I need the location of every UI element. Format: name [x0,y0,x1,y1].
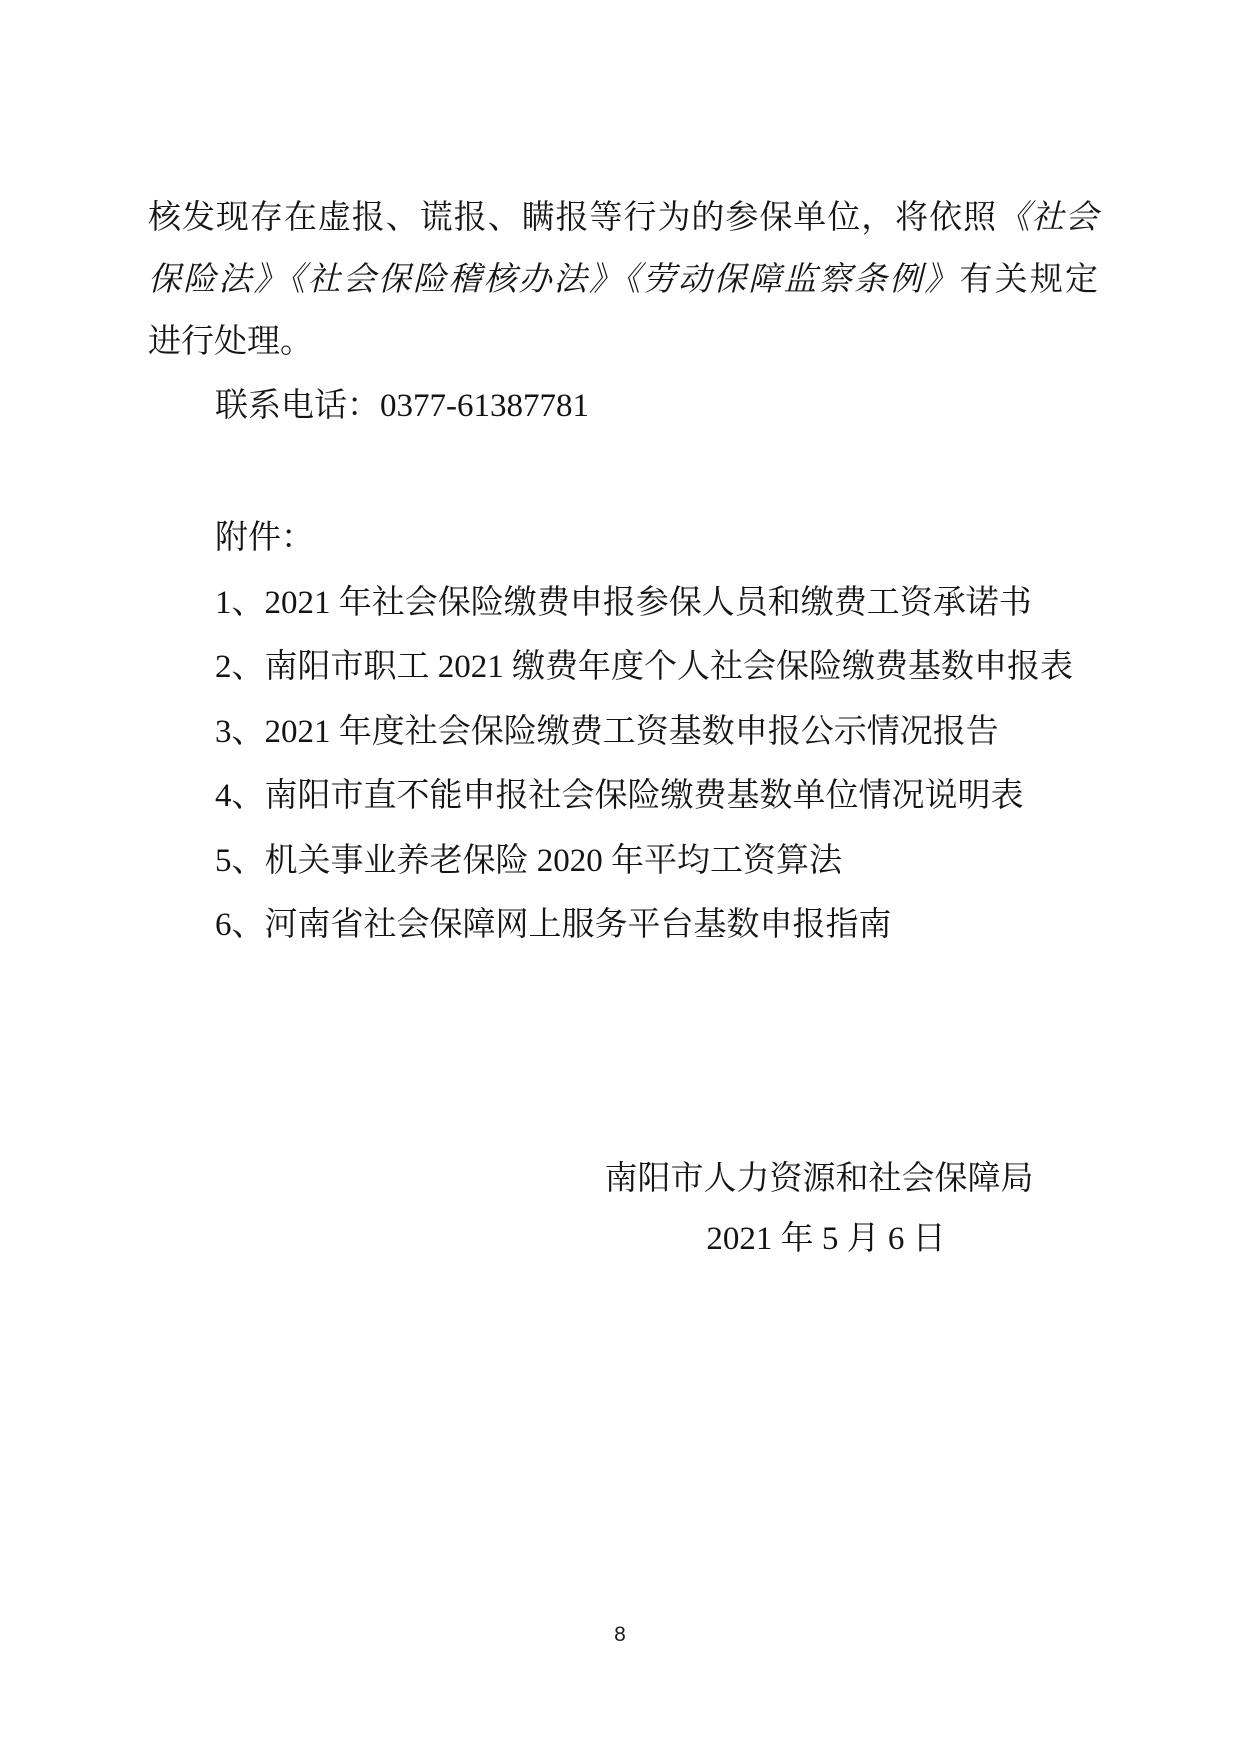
signature-block [148,1149,1098,1269]
body-line-3: 进行处理。 [148,324,313,360]
body-line-2 [148,249,1098,311]
attachments-label: 附件： [215,520,314,556]
attachment-item-6: 6、河南省社会保障网上服务平台基数申报指南 [215,907,892,943]
law-title-social-insurance-law-start: 《社会 [997,200,1099,236]
body-line-1 [148,187,1098,249]
law-title-labor-supervision-regulations: 《劳动保障监察条例》 [624,262,960,298]
contact-phone-line: 联系电话：0377-61387781 [215,388,589,424]
signature-organization: 南阳市人力资源和社会保障局 [604,1161,1034,1197]
attachment-item-2: 2、南阳市职工 2021 缴费年度个人社会保险缴费基数申报表 [215,649,1073,685]
attachment-item-5: 5、机关事业养老保险 2020 年平均工资算法 [215,842,842,879]
body-line-2-text: 有关规定 [959,262,1099,298]
body-line-1-text: 核发现存在虚报、谎报、瞒报等行为的参保单位，将依照 [148,200,998,236]
signature-date: 2021 年 5 月 6 日 [706,1221,946,1257]
body-paragraph [148,187,1098,373]
attachments-section [148,506,1098,958]
attachment-item-4: 4、南阳市直不能申报社会保险缴费基数单位情况说明表 [215,778,1024,814]
attachment-item-1: 1、2021 年社会保险缴费申报参保人员和缴费工资承诺书 [215,584,1032,621]
attachment-item-3: 3、2021 年度社会保险缴费工资基数申报公示情况报告 [215,713,999,750]
law-title-social-insurance-law-end: 保险法》 [148,262,289,298]
law-title-audit-measures: 《社会保险稽核办法》 [288,262,625,298]
page-number: 8 [614,1623,626,1646]
